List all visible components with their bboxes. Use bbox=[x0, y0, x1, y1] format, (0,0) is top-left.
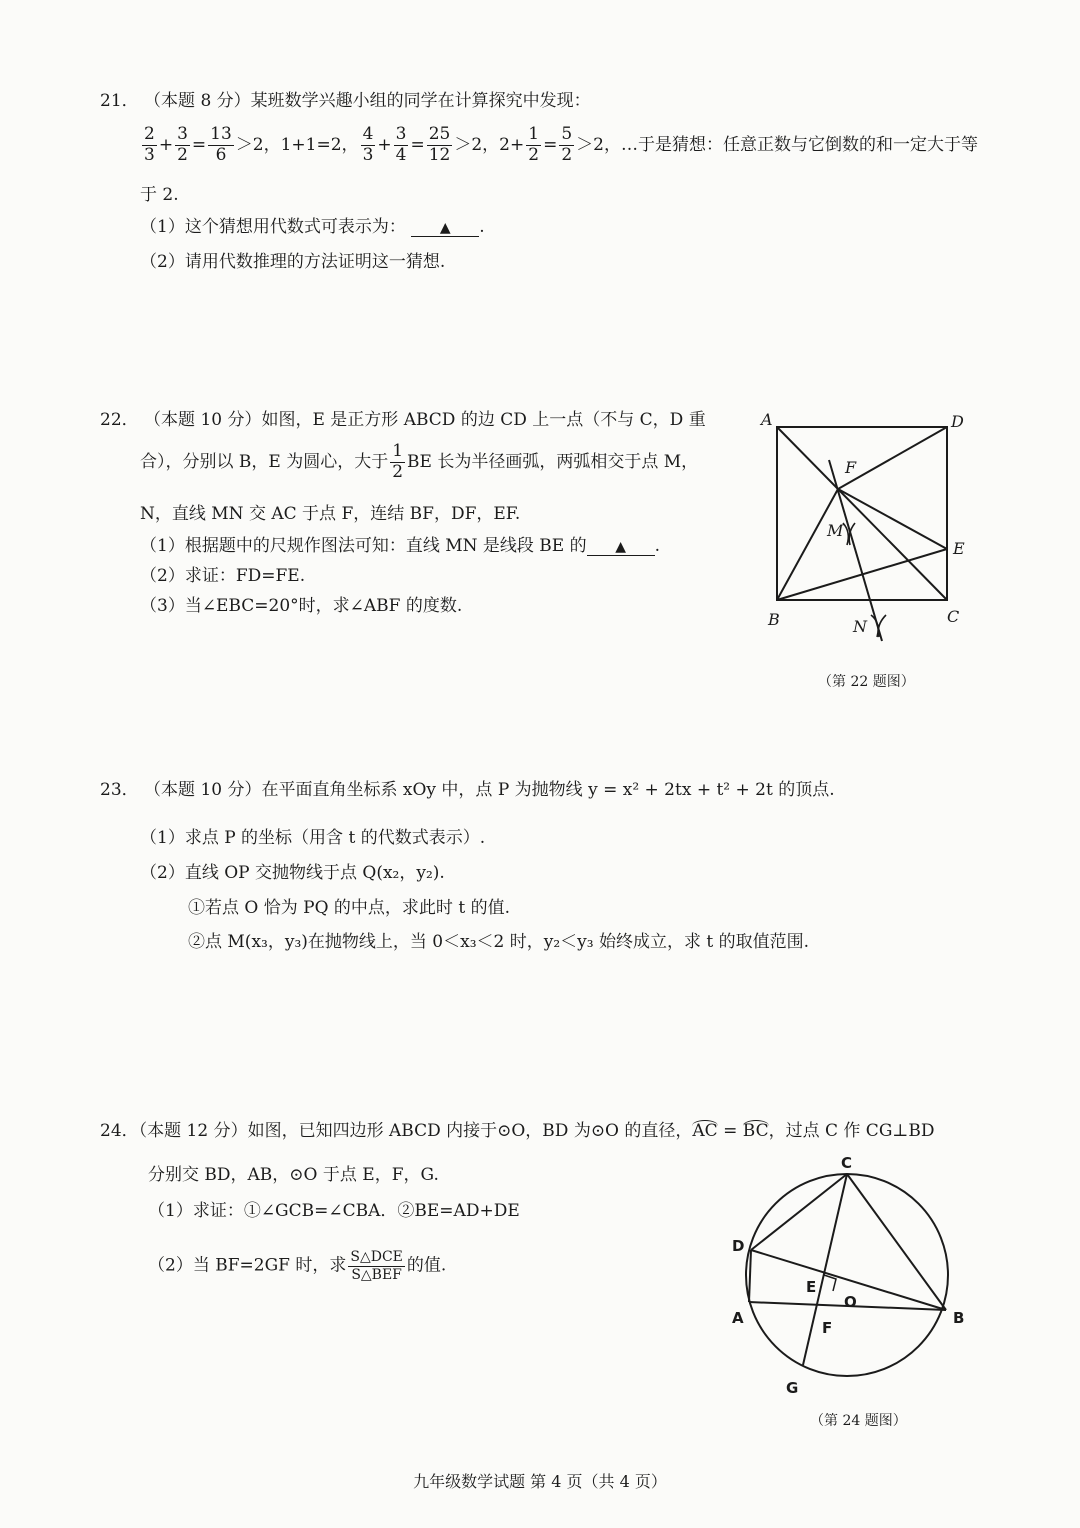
q24-label-b: B bbox=[953, 1309, 965, 1327]
q22-figure bbox=[755, 405, 985, 705]
q22-line-mn bbox=[829, 460, 882, 641]
q21-frac-1: $\frac{2}{3}$ bbox=[144, 124, 155, 165]
q22-line2: 合），分别以 B，E 为圆心，大于 $\frac{1}{2}$ BE 长为半径画弧，两弧相交于点 M， bbox=[140, 441, 699, 482]
q22-label-a: A bbox=[761, 410, 773, 429]
q22-half-fraction: $\frac{1}{2}$ bbox=[392, 441, 404, 482]
q24-part2: （2）当 BF=2GF 时，求 $\frac{\text{S△DCE}}{\text{S△BEF}}$ 的值. bbox=[148, 1249, 447, 1283]
q24-caption: （第 24 题图） bbox=[810, 1413, 907, 1429]
q22-part3: （3）当∠EBC=20°时，求∠ABF 的度数. bbox=[140, 596, 463, 616]
q21-header-line bbox=[100, 93, 591, 110]
q22-arc-n bbox=[871, 615, 878, 637]
q24-circle bbox=[746, 1174, 948, 1376]
q23-sub1: ①若点 O 恰为 PQ 的中点，求此时 t 的值. bbox=[188, 898, 510, 918]
q23-header-line bbox=[100, 782, 835, 799]
q21-part2: （2）请用代数推理的方法证明这一猜想. bbox=[140, 252, 446, 272]
q24-label-g: G bbox=[786, 1379, 799, 1397]
q24-header-line: 24．（本题 12 分）如图，已知四边形 ABCD 内接于⊙O，BD 为⊙O 的直径，AC = BC，过点 C 作 CG⊥BD bbox=[100, 1121, 935, 1141]
q24-label-o: O bbox=[844, 1293, 857, 1311]
q22-label-b: B bbox=[768, 610, 780, 629]
q22-label-n: N bbox=[853, 617, 867, 636]
q21-line3: 于 2. bbox=[140, 185, 179, 205]
q22-label-m: M bbox=[827, 521, 844, 540]
q23-part2: （2）直线 OP 交抛物线于点 Q(x₂，y₂). bbox=[140, 863, 445, 883]
q21-part1: （1）这个猜想用代数式可表示为： ▲ . bbox=[140, 217, 485, 237]
q22-segment-ef bbox=[838, 489, 947, 549]
q24-chord-ad bbox=[749, 1250, 751, 1302]
q21-frac-7: $\frac{1}{2}$ bbox=[528, 124, 540, 165]
q22-part2: （2）求证：FD=FE. bbox=[140, 566, 306, 586]
q22-segment-bf bbox=[777, 489, 838, 600]
q22-header: （本题 10 分）如图，E 是正方形 ABCD 的边 CD 上一点（不与 C，D 重 bbox=[144, 410, 706, 430]
q22-part1: （1）根据题中的尺规作图法可知：直线 MN 是线段 BE 的 ▲ . bbox=[140, 536, 661, 556]
q24-right-angle-mark bbox=[824, 1275, 836, 1291]
q22-header-line bbox=[100, 412, 706, 429]
q21-frac-8: $\frac{5}{2}$ bbox=[561, 124, 573, 165]
q22-label-f: F bbox=[845, 458, 857, 477]
q24-chord-bc bbox=[847, 1174, 946, 1310]
q22-label-c: C bbox=[947, 607, 960, 626]
q24-label-c: C bbox=[841, 1155, 853, 1172]
q22-label-d: D bbox=[951, 412, 964, 431]
q24-header: （本题 12 分）如图，已知四边形 ABCD 内接于⊙O，BD 为⊙O 的直径， bbox=[138, 1121, 693, 1141]
q21-frac-4: $\frac{4}{3}$ bbox=[362, 124, 374, 165]
q24-label-f: F bbox=[822, 1319, 833, 1337]
q21-answer-blank[interactable]: ▲ bbox=[411, 221, 479, 237]
q21-frac-5: $\frac{3}{4}$ bbox=[395, 124, 407, 165]
q23-number: 23． bbox=[100, 780, 139, 800]
q23-header: （本题 10 分）在平面直角坐标系 xOy 中，点 P 为抛物线 y = x² + 2tx + t² + 2t 的顶点. bbox=[144, 780, 835, 800]
q22-number: 22． bbox=[100, 410, 139, 430]
q24-number: 24． bbox=[100, 1121, 139, 1141]
q24-arc-ac: AC bbox=[692, 1121, 718, 1141]
q21-number: 21． bbox=[100, 91, 139, 111]
q24-line2: 分别交 BD，AB，⊙O 于点 E，F，G. bbox=[148, 1165, 439, 1185]
q24-label-d: D bbox=[732, 1237, 745, 1255]
q22-answer-blank[interactable]: ▲ bbox=[587, 540, 655, 556]
q21-frac-6: $\frac{25}{12}$ bbox=[428, 124, 451, 165]
page-footer: 九年级数学试题 第 4 页（共 4 页） bbox=[413, 1472, 667, 1491]
q24-part1: （1）求证：①∠GCB=∠CBA．②BE=AD+DE bbox=[148, 1201, 520, 1221]
q23-sub2: ②点 M(x₃，y₃)在抛物线上，当 0＜x₃＜2 时，y₂＜y₃ 始终成立，求 t 的取值范围. bbox=[188, 932, 810, 952]
q24-label-a: A bbox=[732, 1309, 744, 1327]
q24-figure bbox=[720, 1155, 980, 1405]
q24-label-e: E bbox=[806, 1278, 817, 1296]
q24-arc-bc: BC bbox=[742, 1121, 769, 1141]
q21-header: （本题 8 分）某班数学兴趣小组的同学在计算探究中发现： bbox=[144, 91, 591, 111]
q21-frac-3: $\frac{13}{6}$ bbox=[210, 124, 232, 165]
q24-area-ratio: $\frac{\text{S△DCE}}{\text{S△BEF}}$ bbox=[350, 1249, 403, 1283]
q22-line3: N，直线 MN 交 AC 于点 F，连结 BF，DF，EF. bbox=[140, 504, 521, 524]
q21-frac-2: $\frac{3}{2}$ bbox=[177, 124, 188, 165]
q22-caption: （第 22 题图） bbox=[818, 674, 915, 690]
q21-formula-line: $\frac{2}{3}$ + $\frac{3}{2}$ = $\frac{13}{6}$ ＞2，1+1=2， $\frac{4}{3}$ + $\frac{3}{4}$ = $\frac{25}{12}$ ＞2，2+ $\frac{1}{2}$ = $\frac{5}{2}$ ＞2，…于是猜想：任意正数与它倒数的和一定大于等 bbox=[144, 124, 978, 165]
q22-label-e: E bbox=[953, 539, 965, 558]
q23-part1: （1）求点 P 的坐标（用含 t 的代数式表示）. bbox=[140, 828, 486, 848]
